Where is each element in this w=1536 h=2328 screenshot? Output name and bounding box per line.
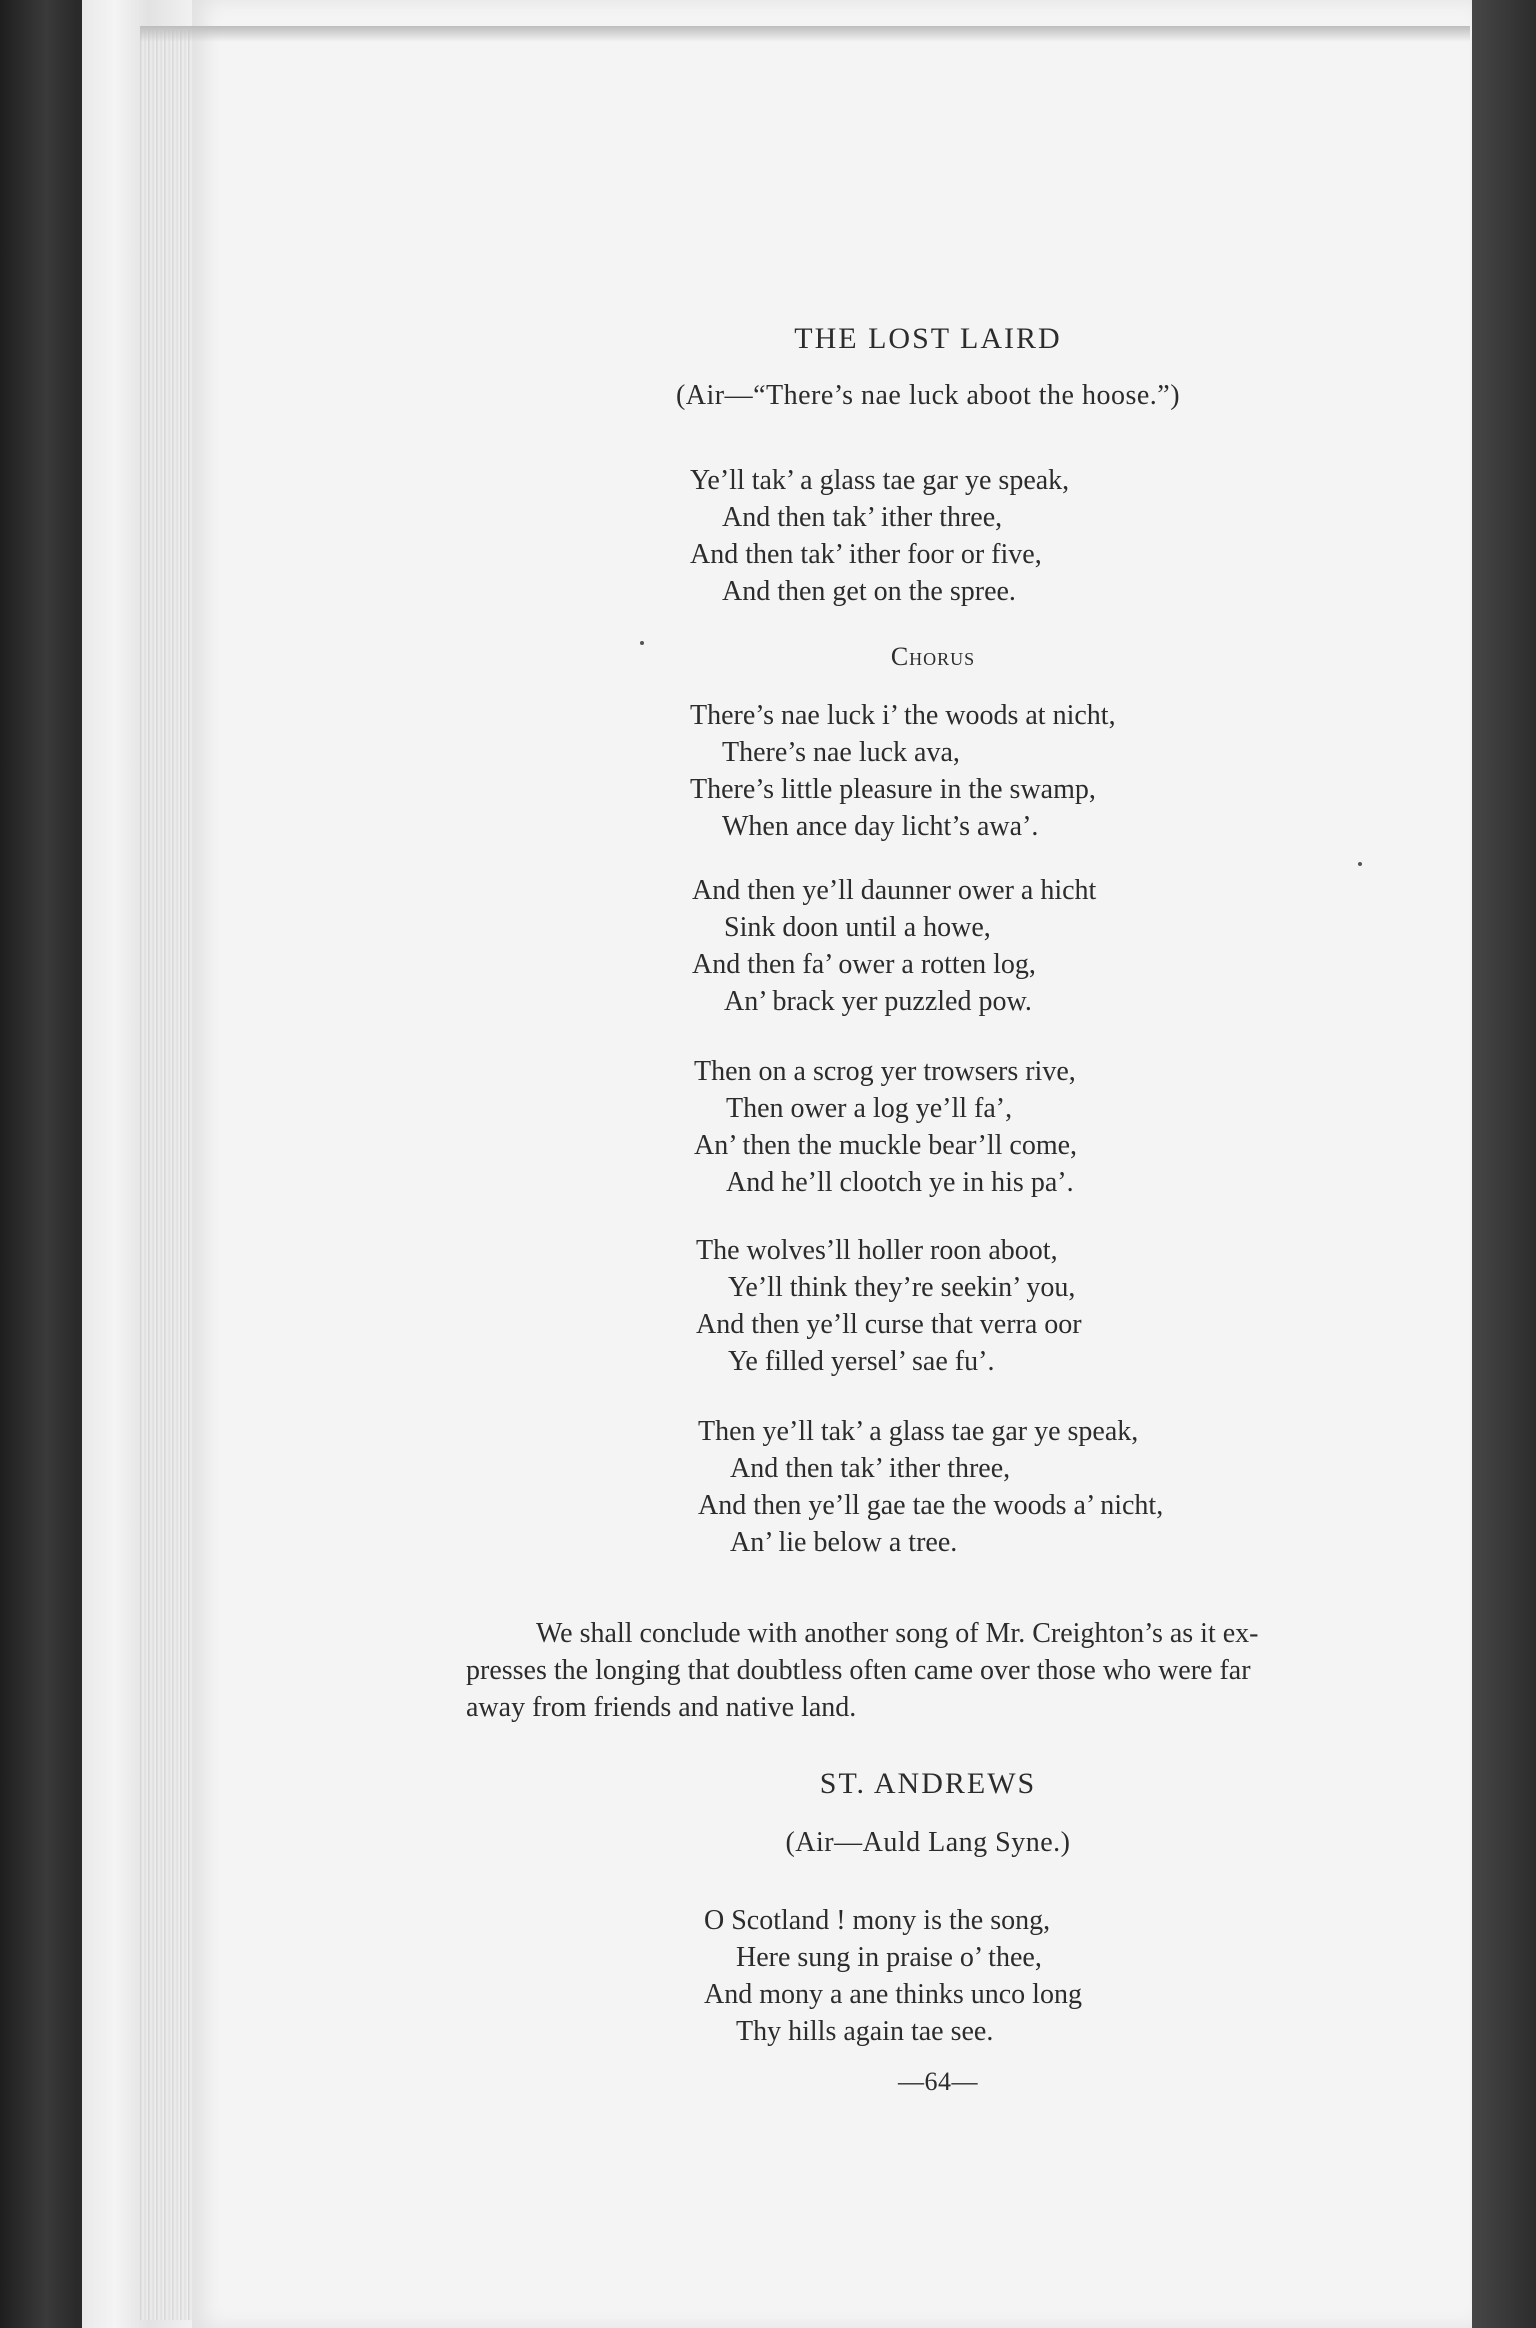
stanza-4 [696,1232,1082,1380]
verse-line: An’ lie below a tree. [730,1527,958,1558]
scan-speck [1358,862,1362,866]
stanza-3 [694,1053,1077,1201]
paragraph-line: away from friends and native land. [466,1692,857,1723]
stanza-1 [690,462,1069,610]
stanza-st-andrews [704,1902,1082,2050]
verse-line: And then ye’ll daunner ower a hicht [692,875,1097,906]
chorus-heading: Chorus [890,642,976,671]
paragraph-line: presses the longing that doubtless often came over those who were far [466,1655,1251,1686]
verse-line: Ye’ll think they’re seekin’ you, [728,1272,1076,1303]
verse-line: An’ then the muckle bear’ll come, [694,1130,1078,1161]
stanza-chorus [690,697,1116,845]
verse-line: There’s little pleasure in the swamp, [690,774,1096,805]
verse-line: Ye filled yersel’ sae fu’. [728,1346,995,1377]
verse-line: And he’ll clootch ye in his pa’. [726,1167,1074,1198]
verse-line: And then ye’ll gae tae the woods a’ nicht, [698,1490,1164,1521]
verse-line: And then tak’ ither three, [722,502,1003,533]
verse-line: O Scotland ! mony is the song, [704,1905,1051,1936]
verse-line: And then ye’ll curse that verra oor [696,1309,1082,1340]
verse-line: Ye’ll tak’ a glass tae gar ye speak, [690,465,1070,496]
verse-line: Thy hills again tae see. [736,2016,994,2047]
paragraph-line: We shall conclude with another song of Mr. Creighton’s as it ex- [536,1618,1259,1649]
verse-line: There’s nae luck ava, [722,737,960,768]
stanza-2 [692,872,1096,1020]
verse-line: An’ brack yer puzzled pow. [724,986,1032,1017]
verse-line: And then fa’ ower a rotten log, [692,949,1036,980]
verse-line: The wolves’ll holler roon aboot, [696,1235,1058,1266]
song-title-st-andrews: ST. ANDREWS [819,1767,1037,1800]
verse-line: And then tak’ ither foor or five, [690,539,1042,570]
verse-line: Then ower a log ye’ll fa’, [726,1093,1013,1124]
song-air-lost-laird: (Air—“There’s nae luck aboot the hoose.”) [675,380,1181,411]
verse-line: And then tak’ ither three, [730,1453,1011,1484]
verse-line: When ance day licht’s awa’. [722,811,1039,842]
verse-line: There’s nae luck i’ the woods at nicht, [690,700,1116,731]
verse-line: Sink doon until a howe, [724,912,991,943]
stanza-5 [698,1413,1163,1561]
song-title-lost-laird: THE LOST LAIRD [794,322,1062,355]
verse-line: And mony a ane thinks unco long [704,1979,1082,2010]
page-number: —64— [898,2067,978,2096]
verse-line: Here sung in praise o’ thee, [736,1942,1042,1973]
scan-speck [640,641,644,645]
narrative-paragraph [466,1615,1430,1726]
verse-line: Then ye’ll tak’ a glass tae gar ye speak, [698,1416,1139,1447]
verse-line: And then get on the spree. [722,576,1016,607]
verse-line: Then on a scrog yer trowsers rive, [694,1056,1076,1087]
song-air-st-andrews: (Air—Auld Lang Syne.) [785,1827,1071,1858]
